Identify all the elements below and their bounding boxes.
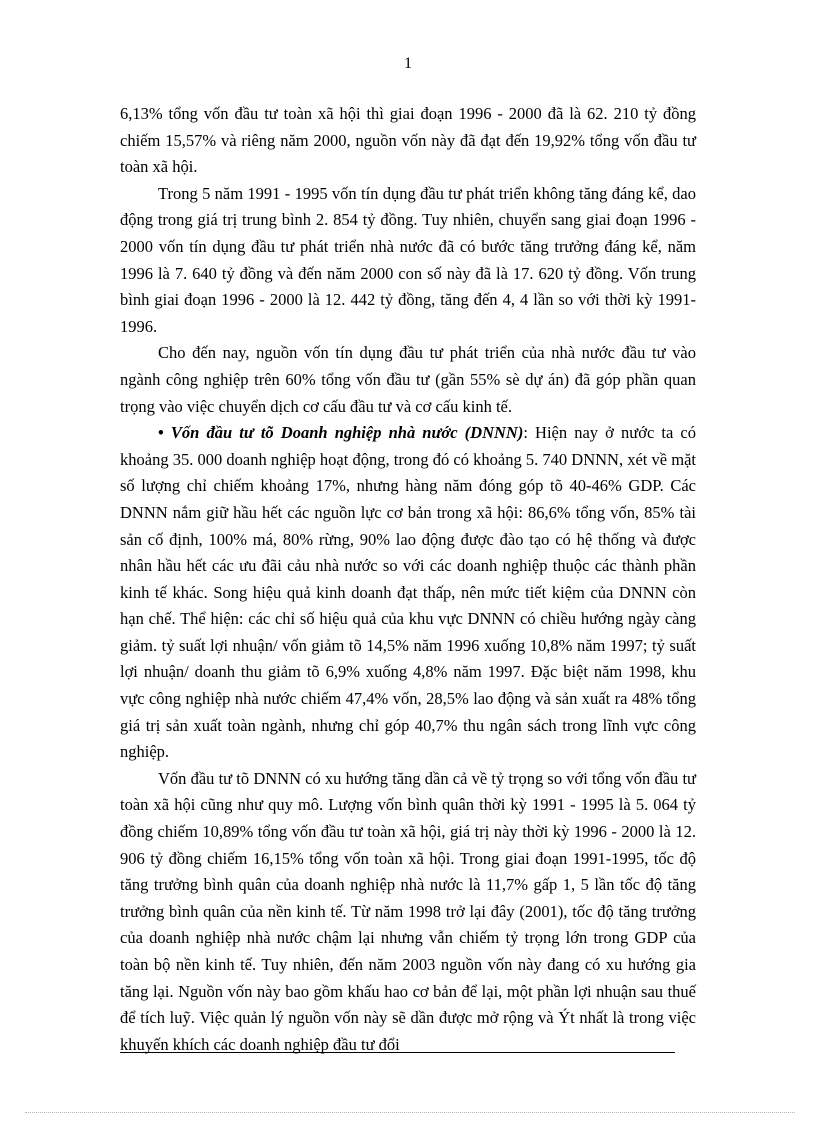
paragraph-soe-body: : Hiện nay ở nước ta có khoảng 35. 000 doanh nghiệp hoạt động, trong đó có khoảng 5. 740 DNNN, xét về mặt số lượng chỉ chiếm khoảng 17%, nhưng hàng năm đóng góp tõ 40-46% GDP. Các DNNN nắm giữ hầu hết các nguồn lực cơ bản trong xã hội: 86,6% tổng vốn, 85% tài sản cố định, 100% má, 80% rừng, 90% lao động được đào tạo có hệ thống và được nhân hầu hết các ưu đãi cảu nhà nước so với các doanh nghiệp thuộc các thành phần kinh tế khác. Song hiệu quả kinh doanh đạt thấp, nên mức tiết kiệm của DNNN còn hạn chế. Thể hiện: các chỉ số hiệu quả của khu vực DNNN có chiều hướng ngày càng giảm. tỷ suất lợi nhuận/ vốn giảm tõ 14,5% năm 1996 xuống 10,8% năm 1997; tỷ suất lợi nhuận/ doanh thu giảm tõ 6,9% xuống 4,8% năm 1997. Đặc biệt năm 1998, khu vực công nghiệp nhà nước chiếm 47,4% vốn, 28,5% lao động và sản xuất ra 48% tổng giá trị sản xuất toàn ngành, nhưng chỉ góp 40,7% thu ngân sách trong lĩnh vực công nghiệp. — [120, 423, 696, 762]
document-body — [120, 101, 696, 1058]
paragraph-soe-trend: Vốn đầu tư tõ DNNN có xu hướng tăng dần cả về tỷ trọng so với tổng vốn đầu tư toàn xã hội cũng như quy mô. Lượng vốn bình quân thời kỳ 1991 - 1995 là 5. 064 tỷ đồng chiếm 10,89% tổng vốn đầu tư toàn xã hội, giá trị này thời kỳ 1996 - 2000 là 12. 906 tỷ đồng chiếm 16,15% tổng vốn toàn xã hội. Trong giai đoạn 1991-1995, tốc độ tăng trưởng bình quân của doanh nghiệp nhà nước là 11,7% gấp 1, 5 lần tốc độ tăng trưởng bình quân của nền kinh tế. Từ năm 1998 trở lại đây (2001), tốc độ tăng trưởng của doanh nghiệp nhà nước chậm lại nhưng vẫn chiếm tỷ trọng lớn trong GDP của toàn bộ nền kinh tế. Tuy nhiên, đến năm 2003 nguồn vốn này đang có xu hướng gia tăng lại. Nguồn vốn này bao gồm khấu hao cơ bản để lại, một phần lợi nhuận sau thuế để tích luỹ. Việc quản lý nguồn vốn này sẽ dần được mở rộng và Ýt nhất là trong việc khuyến khích các doanh nghiệp đầu tư đổi — [120, 768, 696, 1054]
bullet-icon: • — [158, 423, 164, 443]
page-boundary — [25, 1112, 795, 1113]
page-number: 1 — [404, 55, 412, 72]
section-heading: Vốn đầu tư tõ Doanh nghiệp nhà nước (DNNN) — [170, 423, 524, 443]
paragraph-continuation: 6,13% tổng vốn đầu tư toàn xã hội thì giai đoạn 1996 - 2000 đã là 62. 210 tỷ đồng chiếm 15,57% và riêng năm 2000, nguồn vốn này đã đạt đến 19,92% tổng vốn đầu tư toàn xã hội. — [120, 104, 696, 177]
footer-divider — [120, 1052, 675, 1053]
paragraph-credit-capital: Trong 5 năm 1991 - 1995 vốn tín dụng đầu tư phát triển không tăng đáng kể, dao động trong giá trị trung bình 2. 854 tỷ đồng. Tuy nhiên, chuyển sang giai đoạn 1996 - 2000 vốn tín dụng đầu tư phát triển nhà nước đã có bước tăng trưởng đáng kể, năm 1996 là 7. 640 tỷ đồng và đến năm 2000 con số này đã là 17. 620 tỷ đồng. Vốn trung bình giai đoạn 1996 - 2000 là 12. 442 tỷ đồng, tăng đến 4, 4 lần so với thời kỳ 1991-1996. — [120, 183, 696, 336]
paragraph-soe-capital — [120, 420, 696, 766]
paragraph-industry-investment: Cho đến nay, nguồn vốn tín dụng đầu tư phát triển của nhà nước đầu tư vào ngành công nghiệp trên 60% tổng vốn đầu tư (gần 55% sè dự án) đã góp phần quan trọng vào việc chuyển dịch cơ cấu đầu tư và cơ cấu kinh tế. — [120, 343, 696, 416]
